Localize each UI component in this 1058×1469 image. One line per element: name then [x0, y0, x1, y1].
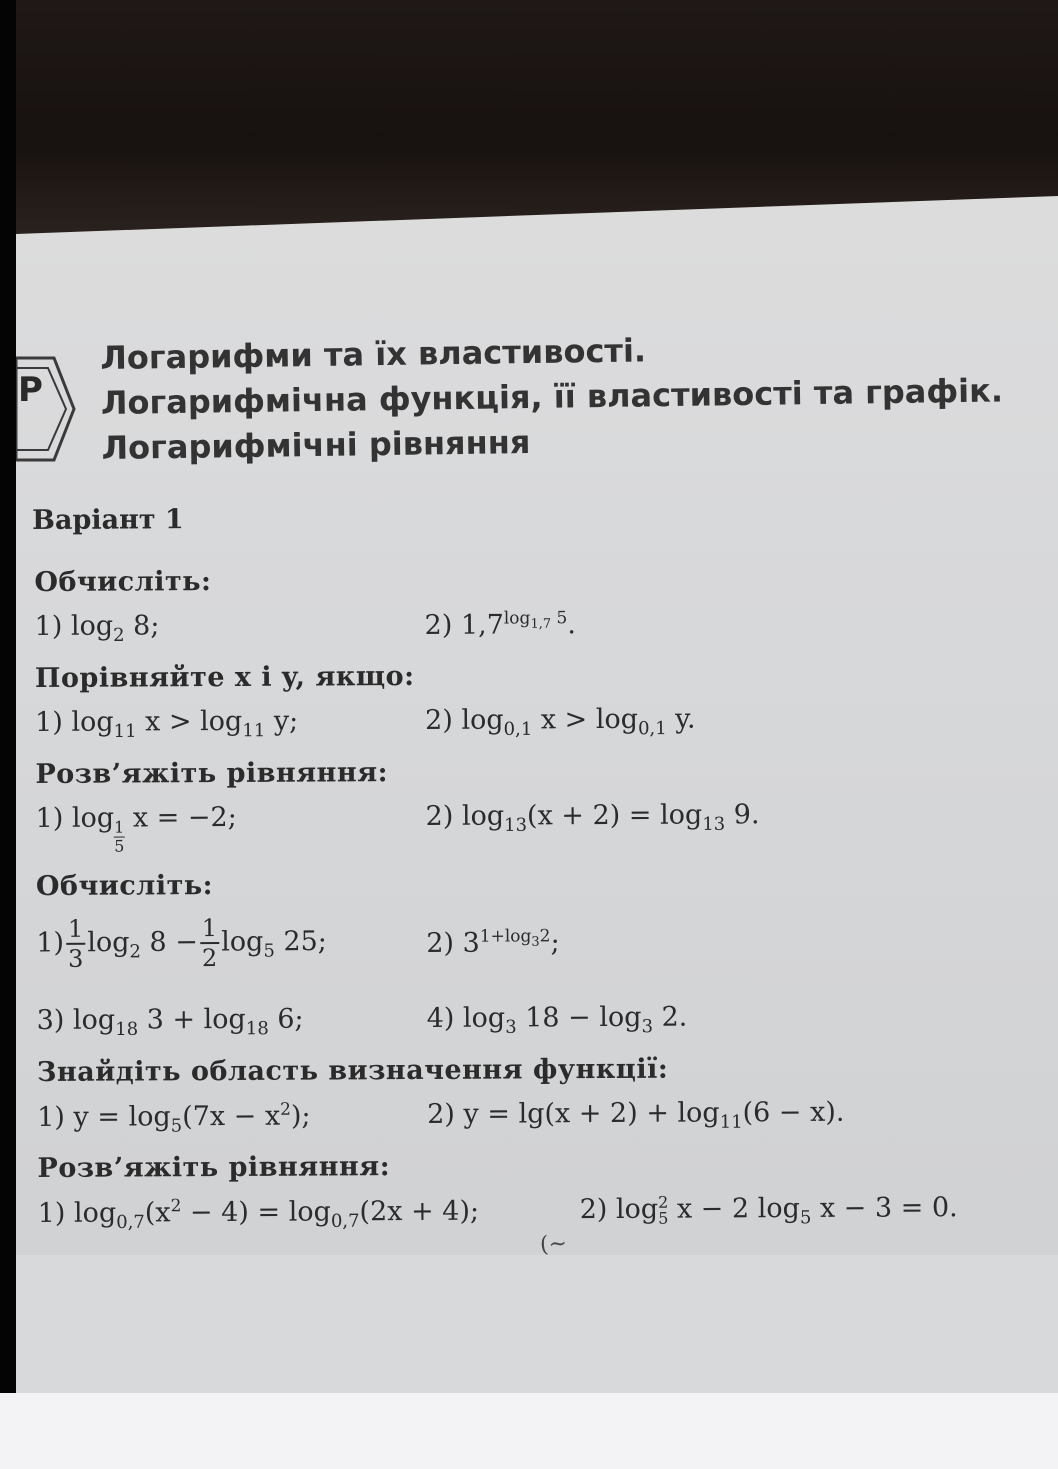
task-5-2: 2) $y = \lg(x + 2) + \log_{11}(6 - x)$. — [427, 1096, 845, 1133]
page-bottom-mark: (~ — [539, 1231, 568, 1258]
bottom-blank-bar — [0, 1393, 1058, 1469]
page-header — [100, 323, 1042, 471]
header-line-2: Логарифмічна функція, її властивості та графік. — [100, 371, 1004, 422]
variant-title: Варіант 1 — [32, 504, 184, 536]
section-3-row — [34, 798, 1034, 871]
task-6-2: 2) log 2 5 x − 2 $\log_5 x - 3 = 0$. — [579, 1192, 958, 1229]
task-3-1: 1) log $\frac{1}{5}$ x = −2; — [35, 801, 237, 856]
task-1-1: 1) $\log_2 8$; — [34, 610, 160, 646]
section-2-row — [33, 702, 1033, 759]
section-5-heading: Знайдіть область визначення функції: — [36, 1053, 669, 1088]
task-4-4: 4) $\log_3 18 - \log_3 2$. — [426, 1001, 688, 1038]
page-lower-area — [16, 1255, 1058, 1393]
section-4-heading: Обчисліть: — [35, 870, 214, 902]
section-1-row — [33, 606, 1033, 663]
task-4-3: 3) $\log_{18} 3 + \log_{18} 6$; — [36, 1003, 304, 1040]
section-2-heading: Порівняйте x і y, якщо: — [34, 660, 415, 694]
section-4-row-2 — [35, 1000, 1035, 1057]
task-6-1: 1) $\log_{0,7}(x^2 - 4) = \log_{0,7}(2x + 4)$; — [37, 1195, 480, 1233]
section-6-heading: Розв’яжіть рівняння: — [37, 1151, 391, 1184]
section-4-row-1 — [34, 910, 1034, 1005]
background-dark-area — [0, 0, 1058, 235]
task-1-2: 2) $1,7^{log_{1,7} 5}$. — [424, 608, 577, 641]
section-badge-letter: Р — [18, 370, 43, 410]
section-1-heading: Обчисліть: — [34, 566, 212, 598]
section-6-row — [36, 1192, 1036, 1249]
exercise-content — [32, 500, 1036, 1249]
task-4-2: 2) $3^{1+log_32}$; — [426, 926, 560, 959]
section-3-heading: Розв’яжіть рівняння: — [35, 757, 389, 790]
task-5-1: 1) $y = \log_5(7x - x^2)$; — [37, 1099, 311, 1137]
section-5-row — [35, 1096, 1035, 1153]
header-line-3: Логарифмічні рівняння — [101, 423, 531, 467]
task-2-2: 2) $\log_{0,1} x > \log_{0,1} y$. — [425, 703, 696, 740]
task-4-1: 1) $\frac{1}{3}$ $\log_2 8$ − $\frac{1}{2}$ $\log_5 25$; — [36, 914, 327, 973]
task-2-1: 1) $\log_{11} x > \log_{11} y$; — [35, 705, 299, 742]
task-3-2: 2) $\log_{13}(x + 2) = \log_{13} 9$. — [425, 799, 760, 836]
header-line-1: Логарифми та їх властивості. — [100, 331, 647, 377]
left-edge-strip — [0, 0, 16, 1469]
